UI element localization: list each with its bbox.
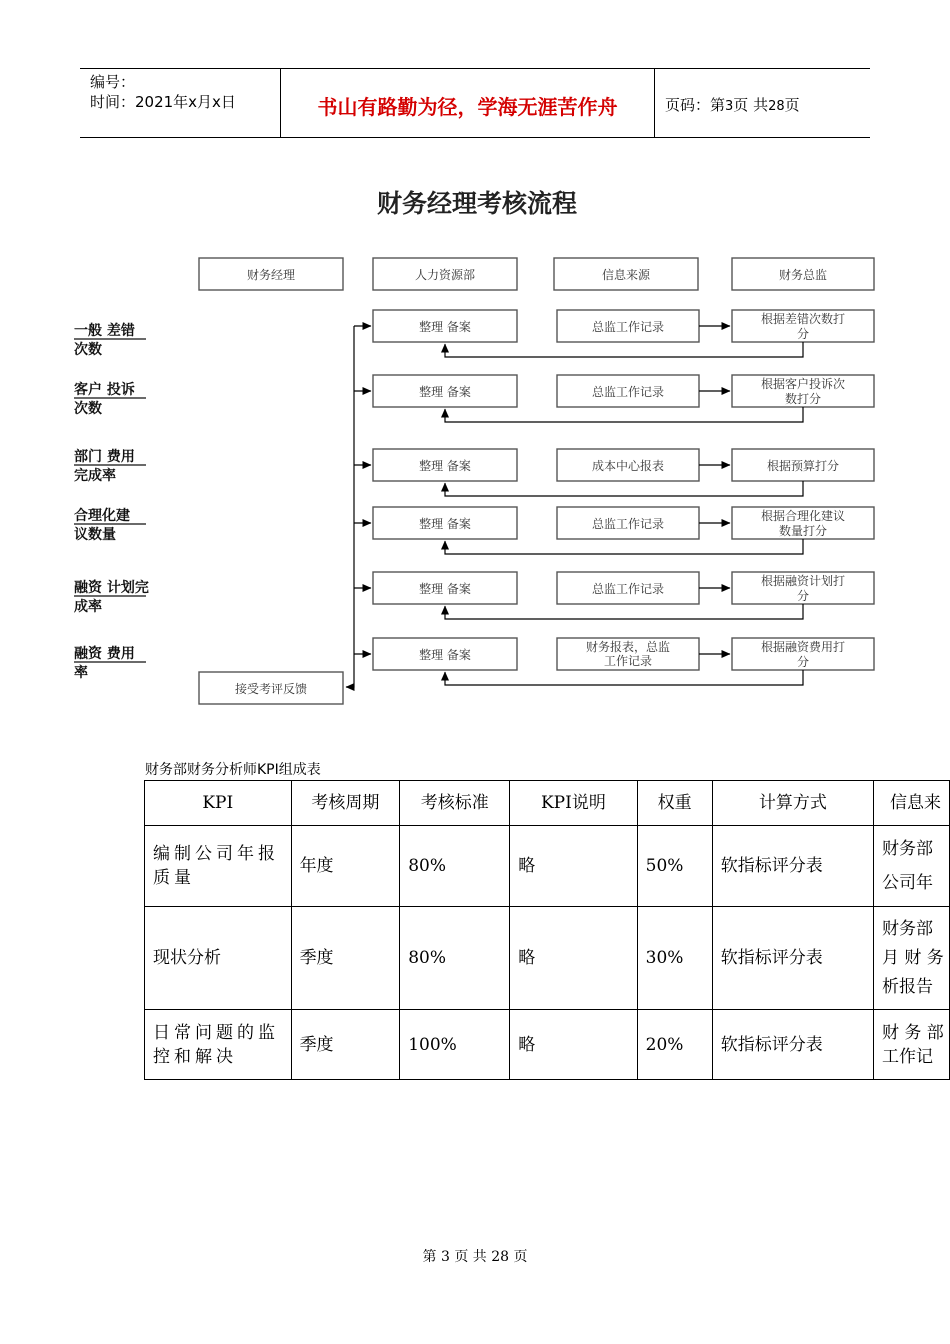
flow-indicator-label: 次数 xyxy=(74,342,102,358)
flow-source-label: 总监工作记录 xyxy=(591,385,665,399)
flow-score-label: 根据差错次数打 xyxy=(760,312,846,326)
kpi-cell-standard: 80% xyxy=(400,907,510,1010)
flow-arrow-spine-to-feedback xyxy=(346,326,354,687)
flow-arrow-score-to-archive xyxy=(445,539,803,554)
flow-score-label: 分 xyxy=(796,589,810,603)
flow-archive-label: 整理 备案 xyxy=(419,648,471,662)
kpi-cell-desc: 略 xyxy=(510,826,637,907)
page-footer: 第 3 页 共 28 页 xyxy=(422,1249,528,1265)
kpi-header-info: 信息来 xyxy=(873,781,949,826)
kpi-cell-weight: 50% xyxy=(637,826,712,907)
flow-column-header-label: 信息来源 xyxy=(601,268,651,282)
kpi-cell-period: 年度 xyxy=(291,826,400,907)
flow-column-header-label: 财务经理 xyxy=(246,268,296,282)
flow-arrow-score-to-archive xyxy=(445,342,803,357)
kpi-table-header-row xyxy=(145,781,950,826)
flow-archive-label: 整理 备案 xyxy=(419,459,471,473)
flow-score-label: 根据融资费用打 xyxy=(760,640,846,654)
flow-indicator-label: 一般 差错 xyxy=(74,323,135,339)
flowchart-title: 财务经理考核流程 xyxy=(376,189,578,218)
kpi-header-weight: 权重 xyxy=(637,781,712,826)
flow-source-label: 财务报表，总监 xyxy=(585,640,671,654)
flow-archive-label: 整理 备案 xyxy=(419,320,471,334)
kpi-cell-name: 日常问题的监控和解决 xyxy=(145,1010,292,1080)
table-row xyxy=(145,1010,950,1080)
kpi-cell-name: 编制公司年报质量 xyxy=(145,826,292,907)
kpi-cell-desc: 略 xyxy=(510,907,637,1010)
flow-indicator-label: 融资 费用 xyxy=(74,646,135,662)
flow-indicator-label: 完成率 xyxy=(74,468,116,484)
kpi-table-caption: 财务部财务分析师KPI组成表 xyxy=(145,762,321,778)
flow-feedback-label: 接受考评反馈 xyxy=(234,682,308,696)
flow-source-label: 总监工作记录 xyxy=(591,517,665,531)
kpi-cell-name: 现状分析 xyxy=(145,907,292,1010)
flow-indicator-label: 次数 xyxy=(74,401,102,417)
footer-page-total: 28 xyxy=(491,1249,510,1265)
kpi-header-method: 计算方式 xyxy=(712,781,873,826)
flow-source-label: 成本中心报表 xyxy=(591,459,665,473)
kpi-cell-info: 财 务 部 工作记 xyxy=(873,1010,949,1080)
flow-indicator-label: 融资 计划完 xyxy=(74,580,149,596)
header-page-total: 28 xyxy=(768,99,785,114)
flow-score-label: 根据合理化建议 xyxy=(760,509,846,523)
flow-source-label: 总监工作记录 xyxy=(591,320,665,334)
flow-indicator-label: 部门 费用 xyxy=(74,449,135,465)
flow-column-header-label: 财务总监 xyxy=(778,268,828,282)
kpi-cell-info: 财务部 公司年 xyxy=(873,826,949,907)
header-page-current: 3 xyxy=(725,99,734,114)
kpi-cell-method: 软指标评分表 xyxy=(712,826,873,907)
flow-score-label: 数量打分 xyxy=(778,524,828,538)
doc-time-label: 时间：2021年x月x日 xyxy=(90,93,236,111)
kpi-cell-weight: 30% xyxy=(637,907,712,1010)
kpi-header-period: 考核周期 xyxy=(291,781,400,826)
flow-score-label: 分 xyxy=(796,327,810,341)
flow-score-label: 数打分 xyxy=(784,392,822,406)
table-row xyxy=(145,907,950,1010)
kpi-cell-standard: 100% xyxy=(400,1010,510,1080)
flow-source-label: 总监工作记录 xyxy=(591,582,665,596)
kpi-header-kpi: KPI xyxy=(145,781,292,826)
doc-number-label: 编号： xyxy=(90,73,136,91)
flow-arrow-score-to-archive xyxy=(445,670,803,685)
flow-indicator-label: 成率 xyxy=(74,599,102,615)
table-row xyxy=(145,826,950,907)
kpi-cell-info: 财务部 月 财 务 析报告 xyxy=(873,907,949,1010)
flow-indicator-label: 率 xyxy=(74,665,88,681)
kpi-header-desc: KPI说明 xyxy=(510,781,637,826)
flow-indicator-label: 客户 投诉 xyxy=(74,382,135,398)
flow-arrow-score-to-archive xyxy=(445,407,803,422)
flow-score-label: 根据预算打分 xyxy=(766,459,840,473)
flow-score-label: 根据融资计划打 xyxy=(760,574,846,588)
flow-indicator-label: 议数量 xyxy=(74,527,116,543)
kpi-cell-period: 季度 xyxy=(291,907,400,1010)
kpi-table xyxy=(144,780,950,1080)
flow-arrow-score-to-archive xyxy=(445,604,803,619)
kpi-cell-method: 软指标评分表 xyxy=(712,907,873,1010)
header-page-number: 页码：第3页 共28页 xyxy=(665,96,800,114)
footer-page-current: 3 xyxy=(440,1249,450,1265)
flow-indicator-label: 合理化建 xyxy=(74,508,130,524)
flow-score-label: 根据客户投诉次 xyxy=(760,377,846,391)
flow-archive-label: 整理 备案 xyxy=(419,582,471,596)
flow-archive-label: 整理 备案 xyxy=(419,517,471,531)
kpi-cell-standard: 80% xyxy=(400,826,510,907)
kpi-cell-period: 季度 xyxy=(291,1010,400,1080)
flow-score-label: 分 xyxy=(796,655,810,669)
kpi-cell-method: 软指标评分表 xyxy=(712,1010,873,1080)
flow-archive-label: 整理 备案 xyxy=(419,385,471,399)
flow-column-header-label: 人力资源部 xyxy=(414,268,476,282)
flow-source-label: 工作记录 xyxy=(603,654,653,668)
kpi-cell-weight: 20% xyxy=(637,1010,712,1080)
flow-arrow-score-to-archive xyxy=(445,481,803,496)
kpi-cell-desc: 略 xyxy=(510,1010,637,1080)
kpi-header-standard: 考核标准 xyxy=(400,781,510,826)
header-motto: 书山有路勤为径，学海无涯苦作舟 xyxy=(317,95,618,119)
